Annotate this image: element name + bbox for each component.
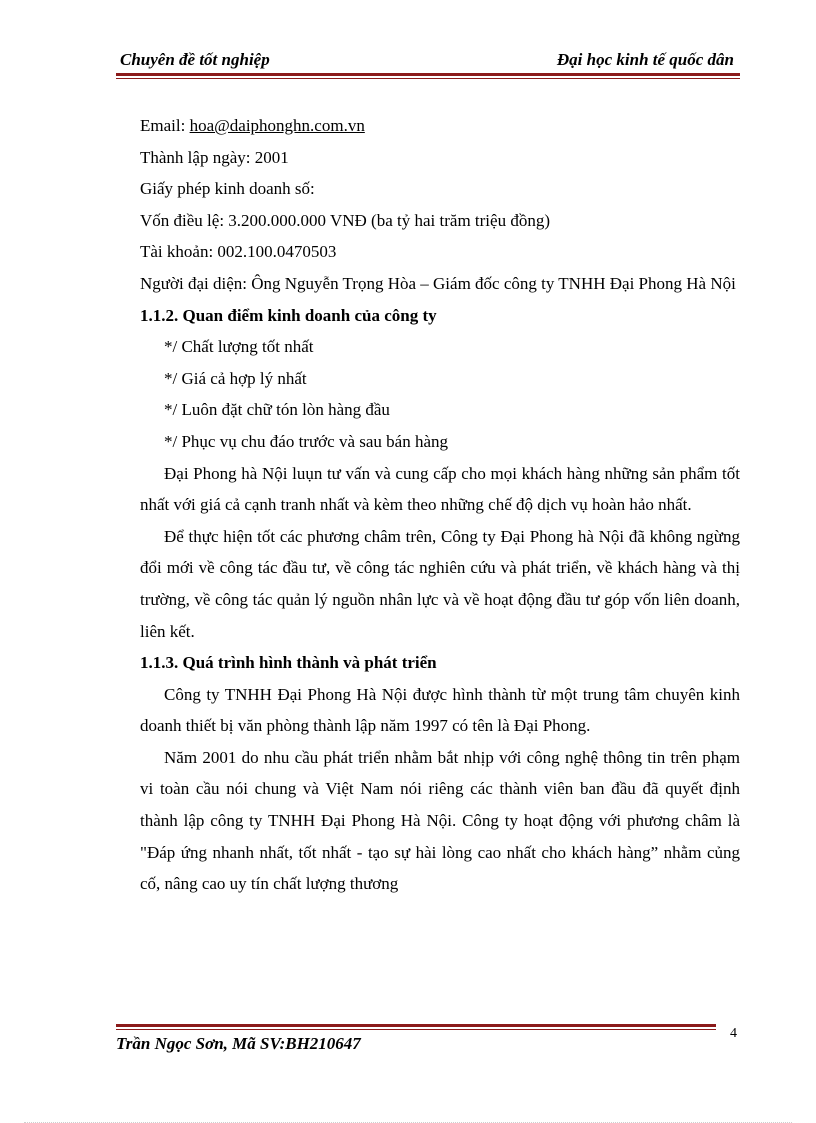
paragraph: Công ty TNHH Đại Phong Hà Nội được hình thành từ một trung tâm chuyên kinh doanh thiết bị văn phòng thành lập năm 1997 có tên là Đại Phong. xyxy=(140,684,740,736)
header-left-title: Chuyên đề tốt nghiệp xyxy=(120,50,270,69)
bullet-item: */ Phục vụ chu đáo trước và sau bán hàng xyxy=(164,431,448,451)
email-link[interactable]: hoa@daiphonghn.com.vn xyxy=(189,116,365,135)
email-label: Email: xyxy=(140,116,186,135)
paragraph: Đại Phong hà Nội luụn tư vấn và cung cấp cho mọi khách hàng những sản phẩm tốt nhất với giá cả cạnh tranh nhất và kèm theo những chế độ dịch vụ hoàn hảo nhất. xyxy=(140,463,740,515)
founded-line: Thành lập ngày: 2001 xyxy=(140,147,289,167)
page-header xyxy=(116,46,738,72)
paragraph: Năm 2001 do nhu cầu phát triển nhằm bắt nhịp với công nghệ thông tin trên phạm vi toàn cầu nói chung và Việt Nam nói riêng các thành viên ban đầu đã quyết định thành lập công ty TNHH Đại Phong Hà Nội. Công ty hoạt động với phương châm là "Đáp ứng nhanh nhất, tốt nhất - tạo sự hài lòng cao nhất cho khách hàng” nhằm củng cố, nâng cao uy tín chất lượng thương xyxy=(140,747,740,894)
representative-line: Người đại diện: Ông Nguyễn Trọng Hòa – Giám đốc công ty TNHH Đại Phong Hà Nội xyxy=(140,273,736,293)
footer-author: Trần Ngọc Sơn, Mã SV:BH210647 xyxy=(116,1034,361,1053)
section-heading-113: 1.1.3. Quá trình hình thành và phát triển xyxy=(140,653,437,673)
paragraph: Để thực hiện tốt các phương châm trên, Công ty Đại Phong hà Nội đã không ngừng đổi mới về công tác đầu tư, về công tác nghiên cứu và phát triển, về khách hàng và thị trường, về công tác quản lý nguồn nhân lực và về hoạt động đầu tư góp vốn liên doanh, liên kết. xyxy=(140,526,740,641)
header-rule-thick xyxy=(116,73,740,76)
email-line xyxy=(140,110,740,142)
footer-rule-thin xyxy=(116,1029,716,1030)
license-line: Giấy phép kinh doanh số: xyxy=(140,179,315,199)
account-line: Tài khoản: 002.100.0470503 xyxy=(140,242,337,262)
footer-rule-thick xyxy=(116,1024,716,1027)
header-rule-thin xyxy=(116,78,740,79)
page-number: 4 xyxy=(730,1026,737,1041)
bullet-item: */ Chất lượng tốt nhất xyxy=(164,337,314,357)
bullet-item: */ Giá cả hợp lý nhất xyxy=(164,368,307,388)
header-right-title: Đại học kinh tế quốc dân xyxy=(556,50,734,69)
section-heading-112: 1.1.2. Quan điểm kinh doanh của công ty xyxy=(140,305,437,325)
bullet-item: */ Luôn đặt chữ tón lòn hàng đầu xyxy=(164,400,390,420)
capital-line: Vốn điều lệ: 3.200.000.000 VNĐ (ba tỷ hai trăm triệu đồng) xyxy=(140,210,550,230)
page-body xyxy=(140,110,740,900)
